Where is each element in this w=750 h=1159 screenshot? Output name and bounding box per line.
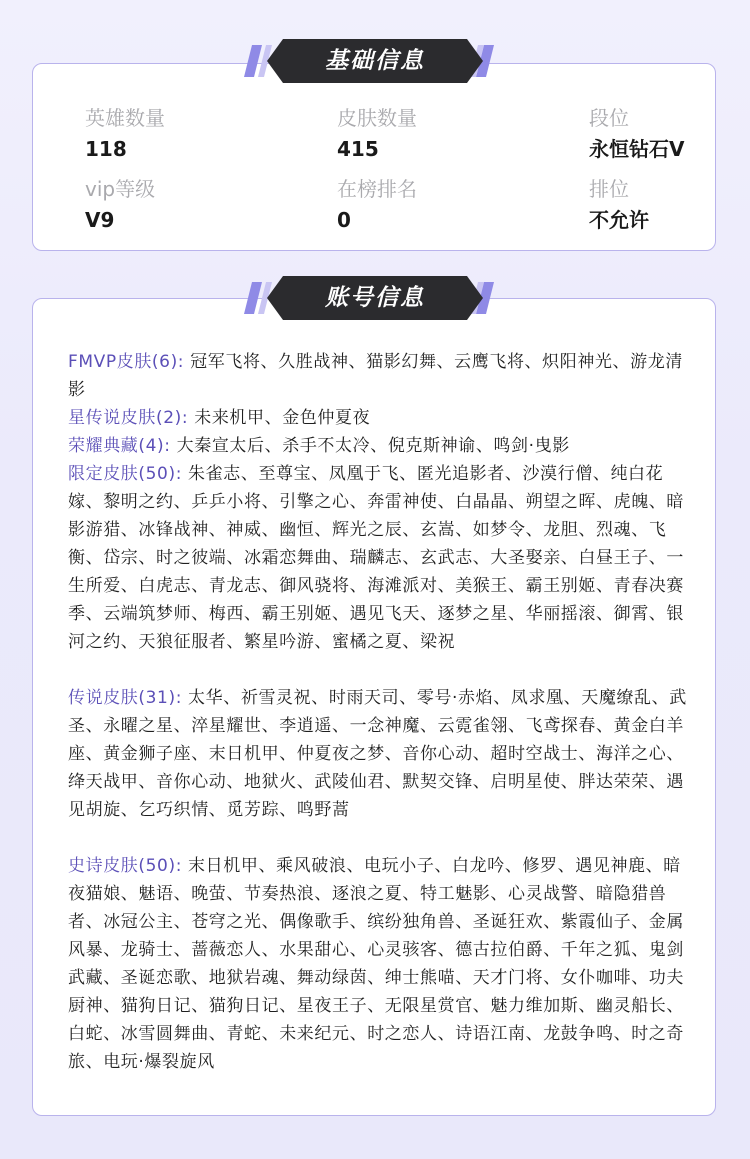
stat-label: 排位	[589, 177, 629, 201]
skin-category-limited	[68, 460, 693, 656]
stat-rank-tier	[589, 104, 684, 163]
stat-value: 415	[337, 137, 379, 161]
category-label: FMVP皮肤(6):	[68, 352, 185, 372]
basic-info-card	[32, 63, 716, 251]
stat-value: 永恒钻石V	[589, 137, 685, 161]
stat-value: 118	[85, 137, 127, 161]
category-items: 冠军飞将、久胜战神、猫影幻舞、云鹰飞将、炽阳神光、游龙清影	[68, 352, 683, 400]
section-title: 基础信息	[325, 48, 425, 74]
stat-vip-level	[85, 175, 155, 234]
stat-label: 段位	[589, 106, 629, 130]
stat-label: 英雄数量	[85, 106, 165, 130]
stat-skin-count	[337, 104, 417, 163]
category-items: 太华、祈雪灵祝、时雨天司、零号·赤焰、凤求凰、天魔缭乱、武圣、永曜之星、淬星耀世、李逍遥、一念神魔、云霓雀翎、飞鸢探春、黄金白羊座、黄金狮子座、末日机甲、仲夏夜之梦、音你心动、超时空战士、海洋之心、绛天战甲、音你心动、地狱火、武陵仙君、默契交锋、启明星使、胖达荣荣、遇见胡旋、乞巧织情、觅芳踪、鸣野蒿	[68, 688, 687, 820]
category-label: 史诗皮肤(50):	[68, 856, 183, 876]
stat-value: 0	[337, 208, 351, 232]
skin-category-star-legend	[68, 404, 693, 432]
stat-value: V9	[85, 208, 115, 232]
stat-ranked-allowed	[589, 175, 649, 234]
skin-category-glory-collection	[68, 432, 693, 460]
category-items: 未来机甲、金色仲夏夜	[194, 408, 371, 428]
section-title: 账号信息	[325, 285, 425, 311]
skin-category-legendary	[68, 684, 693, 824]
category-items: 朱雀志、至尊宝、凤凰于飞、匿光追影者、沙漠行僧、纯白花嫁、黎明之约、乒乒小将、引擎之心、奔雷神使、白晶晶、朔望之晖、虎魄、暗影游猎、冰锋战神、神威、幽恒、辉光之辰、玄嵩、如梦令、龙胆、烈魂、飞衡、岱宗、时之彼端、冰霜恋舞曲、瑞麟志、玄武志、大圣娶亲、白昼王子、一生所爱、白虎志、青龙志、御风骁将、海滩派对、美猴王、霸王别姬、青春决赛季、云端筑梦师、梅西、霸王别姬、遇见飞天、逐梦之星、华丽摇滚、御霄、银河之约、天狼征服者、繁星吟游、蜜橘之夏、梁祝	[68, 464, 684, 652]
section-banner-account-info	[0, 274, 750, 322]
stat-hero-count	[85, 104, 165, 163]
stat-leaderboard-rank	[337, 175, 417, 234]
skin-category-fmvp	[68, 348, 693, 404]
skin-category-epic	[68, 852, 693, 1076]
category-label: 传说皮肤(31):	[68, 688, 183, 708]
category-label: 限定皮肤(50):	[68, 464, 183, 484]
category-label: 荣耀典藏(4):	[68, 436, 171, 456]
category-items: 大秦宣太后、杀手不太冷、倪克斯神谕、鸣剑·曳影	[176, 436, 570, 456]
category-label: 星传说皮肤(2):	[68, 408, 189, 428]
category-items: 末日机甲、乘风破浪、电玩小子、白龙吟、修罗、遇见神鹿、暗夜猫娘、魅语、晚萤、节奏热浪、逐浪之夏、特工魅影、心灵战警、暗隐猎兽者、冰冠公主、苍穹之光、偶像歌手、缤纷独角兽、圣诞狂欢、紫霞仙子、金属风暴、龙骑士、蔷薇恋人、水果甜心、心灵骇客、德古拉伯爵、千年之狐、鬼剑武藏、圣诞恋歌、地狱岩魂、舞动绿茵、绅士熊喵、天才门将、女仆咖啡、功夫厨神、猫狗日记、猫狗日记、星夜王子、无限星赏官、魅力维加斯、幽灵船长、白蛇、冰雪圆舞曲、青蛇、未来纪元、时之恋人、诗语江南、龙鼓争鸣、时之奇旅、电玩·爆裂旋风	[68, 856, 684, 1072]
section-banner-basic-info	[0, 37, 750, 85]
stat-label: vip等级	[85, 177, 156, 201]
stat-label: 皮肤数量	[337, 106, 417, 130]
stat-label: 在榜排名	[337, 177, 417, 201]
stat-value: 不允许	[589, 208, 649, 232]
